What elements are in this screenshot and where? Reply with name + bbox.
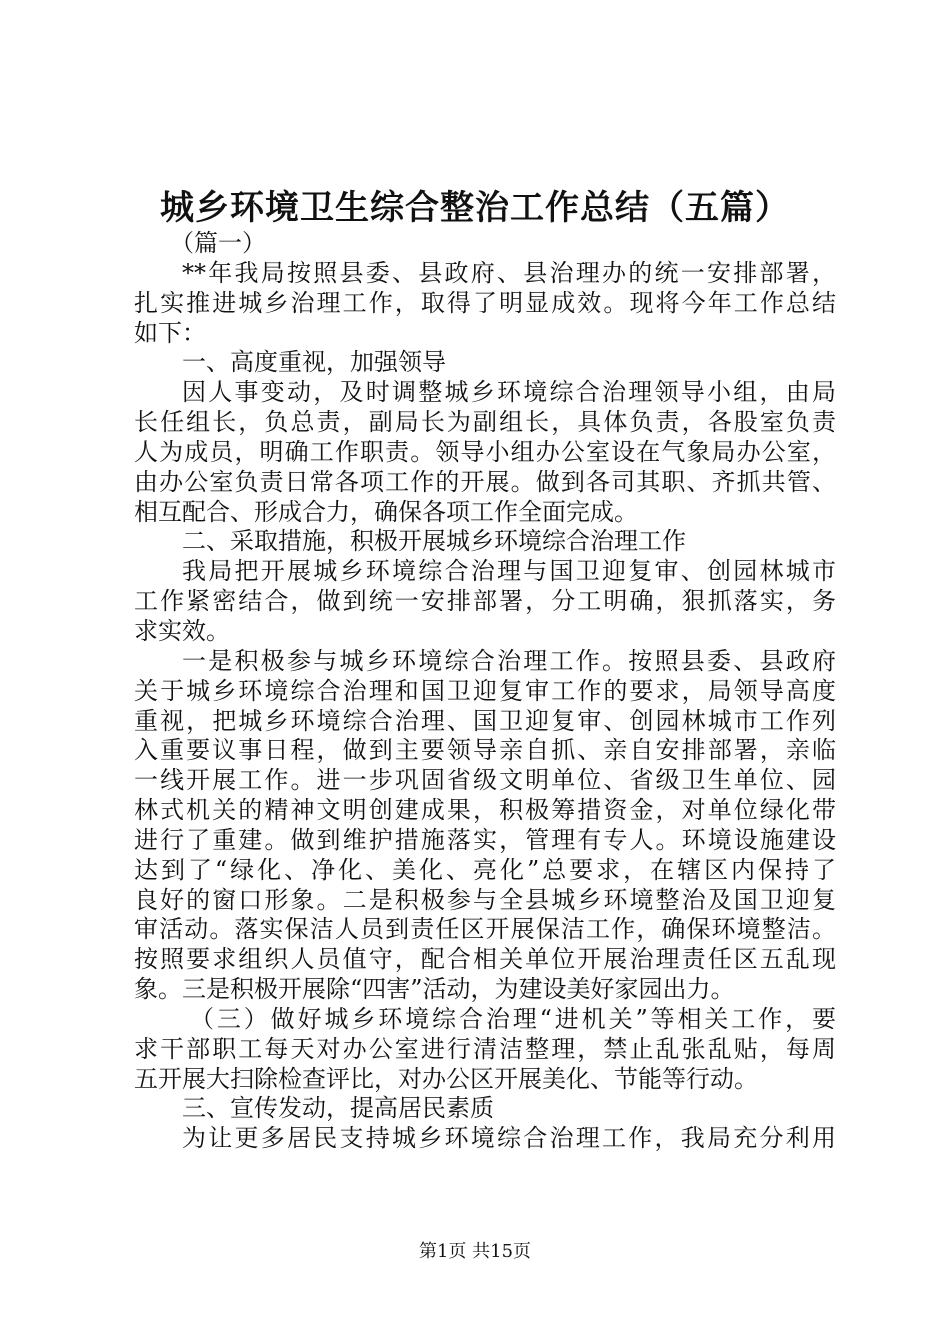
section-heading: 三、宣传发动，提高居民素质	[182, 1094, 494, 1123]
paragraph-line: 入重要议事日程，做到主要领导亲自抓、亲自安排部署，亲临	[134, 736, 836, 765]
section-heading: 二、采取措施，积极开展城乡环境综合治理工作	[182, 527, 686, 556]
paragraph-line: 良好的窗口形象。二是积极参与全县城乡环境整治及国卫迎复	[134, 885, 836, 914]
paragraph-line: 审活动。落实保洁人员到责任区开展保洁工作，确保环境整洁。	[134, 915, 836, 944]
paragraph-line: 求实效。	[134, 616, 230, 645]
paragraph-line: 一是积极参与城乡环境综合治理工作。按照县委、县政府	[182, 646, 836, 675]
paragraph-line: （三）做好城乡环境综合治理“进机关”等相关工作，要	[190, 1004, 836, 1033]
paragraph-line: 一线开展工作。进一步巩固省级文明单位、省级卫生单位、园	[134, 766, 836, 795]
paragraph-line: 象。三是积极开展除“四害”活动，为建设美好家园出力。	[134, 975, 735, 1004]
paragraph-line: 如下：	[134, 318, 206, 347]
paragraph-line: 因人事变动，及时调整城乡环境综合治理领导小组，由局	[182, 378, 836, 407]
paragraph-line: **年我局按照县委、县政府、县治理办的统一安排部署，	[182, 258, 836, 287]
paragraph-line: 我局把开展城乡环境综合治理与国卫迎复审、创园林城市	[182, 557, 836, 586]
paragraph-line: 关于城乡环境综合治理和国卫迎复审工作的要求，局领导高度	[134, 676, 836, 705]
paragraph-line: 重视，把城乡环境综合治理、国卫迎复审、创园林城市工作列	[134, 706, 836, 735]
section-heading: 一、高度重视，加强领导	[182, 348, 446, 377]
paragraph-line: 长任组长，负总责，副局长为副组长，具体负责，各股室负责	[134, 408, 836, 437]
paragraph-line: 相互配合、形成合力，确保各项工作全面完成。	[134, 497, 638, 526]
paragraph-line: 达到了“绿化、净化、美化、亮化”总要求，在辖区内保持了	[134, 855, 836, 884]
paragraph-line: 五开展大扫除检查评比，对办公区开展美化、节能等行动。	[134, 1064, 758, 1093]
document-title: 城乡环境卫生综合整治工作总结（五篇）	[160, 188, 790, 228]
page-indicator: 第1页 共15页	[418, 1241, 532, 1262]
paragraph-line: 进行了重建。做到维护措施落实，管理有专人。环境设施建设	[134, 825, 836, 854]
paragraph-line: 林式机关的精神文明创建成果，积极筹措资金，对单位绿化带	[134, 796, 836, 825]
paragraph-line: 为让更多居民支持城乡环境综合治理工作，我局充分利用	[182, 1124, 836, 1153]
paragraph-line: 由办公室负责日常各项工作的开展。做到各司其职、齐抓共管、	[134, 467, 836, 496]
paragraph-line: 按照要求组织人员值守，配合相关单位开展治理责任区五乱现	[134, 945, 836, 974]
paragraph-line: 人为成员，明确工作职责。领导小组办公室设在气象局办公室，	[134, 437, 836, 466]
section-label: （篇一）	[170, 229, 266, 257]
paragraph-line: 扎实推进城乡治理工作，取得了明显成效。现将今年工作总结	[134, 288, 836, 317]
paragraph-line: 求干部职工每天对办公室进行清洁整理，禁止乱张乱贴，每周	[134, 1034, 836, 1063]
document-body	[134, 229, 836, 1154]
paragraph-line: 工作紧密结合，做到统一安排部署，分工明确，狠抓落实，务	[134, 587, 836, 616]
